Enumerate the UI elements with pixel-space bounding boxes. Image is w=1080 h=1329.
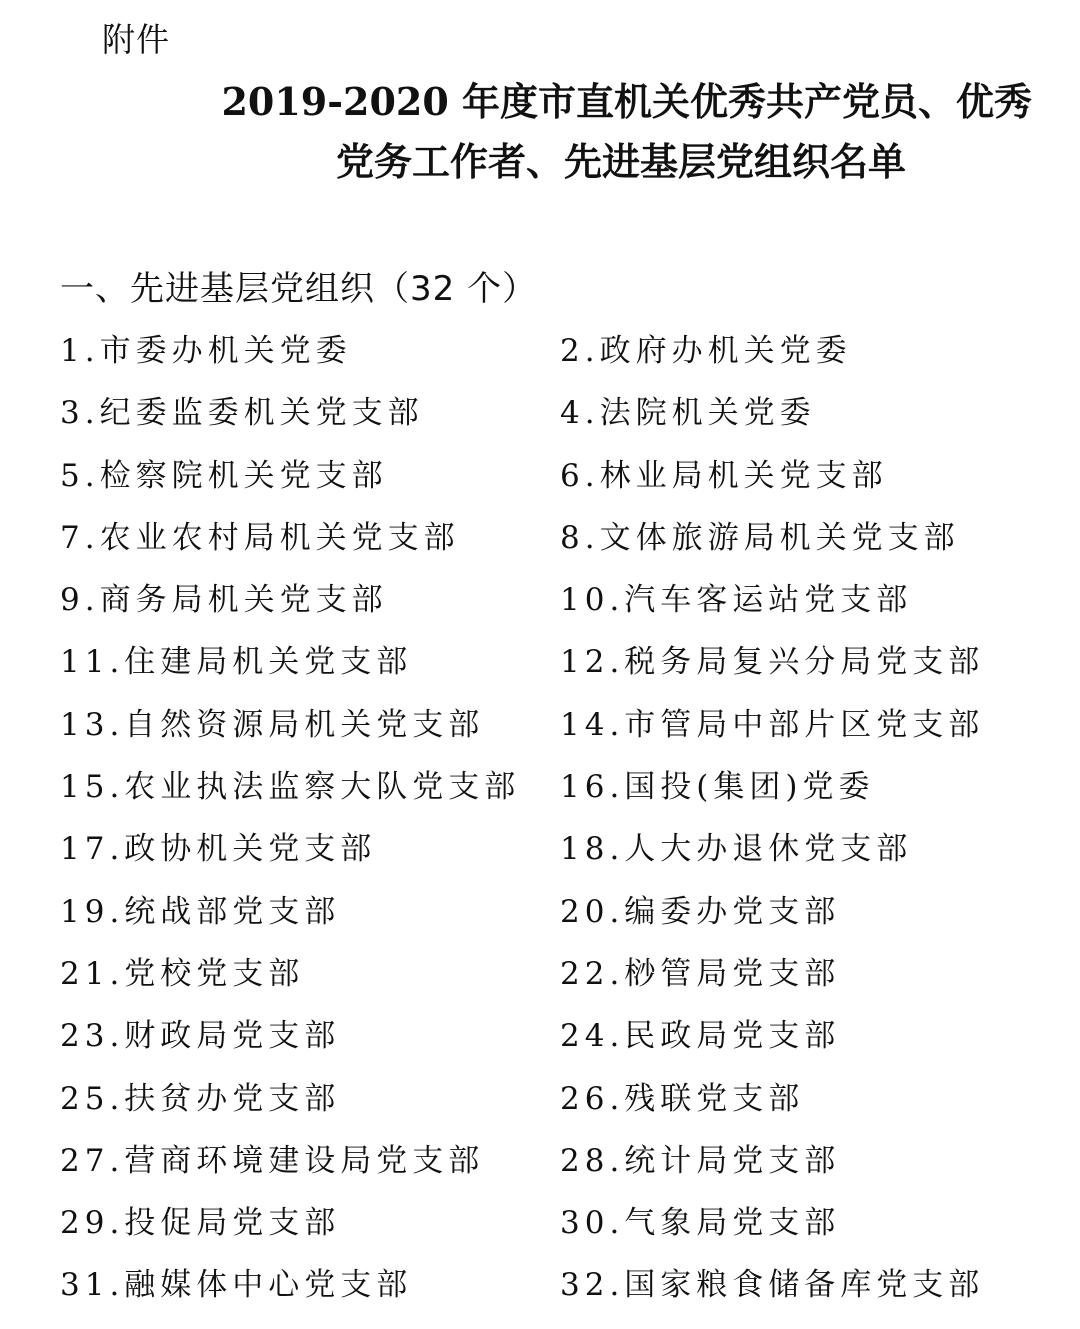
section-heading: 一、先进基层党组织（32 个） bbox=[60, 269, 538, 309]
list-item: 21.党校党支部 bbox=[60, 955, 305, 992]
list-item: 12.税务局复兴分局党支部 bbox=[560, 644, 985, 681]
list-item: 2.政府办机关党委 bbox=[560, 333, 852, 369]
list-item: 3.纪委监委机关党支部 bbox=[60, 395, 424, 432]
list-item: 18.人大办退休党支部 bbox=[560, 831, 913, 868]
attachment-label: 附件 bbox=[102, 20, 170, 59]
list-item: 1.市委办机关党委 bbox=[60, 333, 352, 369]
list-item: 27.营商环境建设局党支部 bbox=[60, 1142, 485, 1179]
list-item: 29.投促局党支部 bbox=[60, 1205, 341, 1242]
list-item: 5.检察院机关党支部 bbox=[60, 457, 388, 494]
list-item: 31.融媒体中心党支部 bbox=[60, 1267, 413, 1304]
list-item: 19.统战部党支部 bbox=[60, 893, 341, 930]
list-item: 9.商务局机关党支部 bbox=[60, 582, 388, 619]
list-item: 13.自然资源局机关党支部 bbox=[60, 706, 485, 743]
list-item: 24.民政局党支部 bbox=[560, 1018, 841, 1055]
list-item: 11.住建局机关党支部 bbox=[60, 644, 413, 681]
list-item: 23.财政局党支部 bbox=[60, 1018, 341, 1055]
list-item: 14.市管局中部片区党支部 bbox=[560, 706, 985, 743]
list-item: 10.汽车客运站党支部 bbox=[560, 582, 913, 619]
list-item: 15.农业执法监察大队党支部 bbox=[60, 769, 521, 806]
list-item: 17.政协机关党支部 bbox=[60, 831, 377, 868]
document-title-line-1: 2019-2020 年度市直机关优秀共产党员、优秀 bbox=[221, 79, 1032, 124]
list-item: 20.编委办党支部 bbox=[560, 893, 841, 930]
list-item: 16.国投(集团)党委 bbox=[560, 769, 875, 806]
organization-list bbox=[60, 328, 1060, 1325]
list-item: 26.残联党支部 bbox=[560, 1080, 805, 1117]
list-item: 22.桫管局党支部 bbox=[560, 955, 841, 992]
list-item: 4.法院机关党委 bbox=[560, 395, 816, 432]
document-title-line-2: 党务工作者、先进基层党组织名单 bbox=[335, 139, 906, 184]
list-item: 25.扶贫办党支部 bbox=[60, 1080, 341, 1117]
list-item: 32.国家粮食储备库党支部 bbox=[560, 1267, 985, 1304]
list-item: 7.农业农村局机关党支部 bbox=[60, 519, 460, 556]
list-item: 30.气象局党支部 bbox=[560, 1205, 841, 1242]
list-item: 8.文体旅游局机关党支部 bbox=[560, 519, 960, 556]
list-item: 28.统计局党支部 bbox=[560, 1142, 841, 1179]
list-item: 6.林业局机关党支部 bbox=[560, 457, 888, 494]
